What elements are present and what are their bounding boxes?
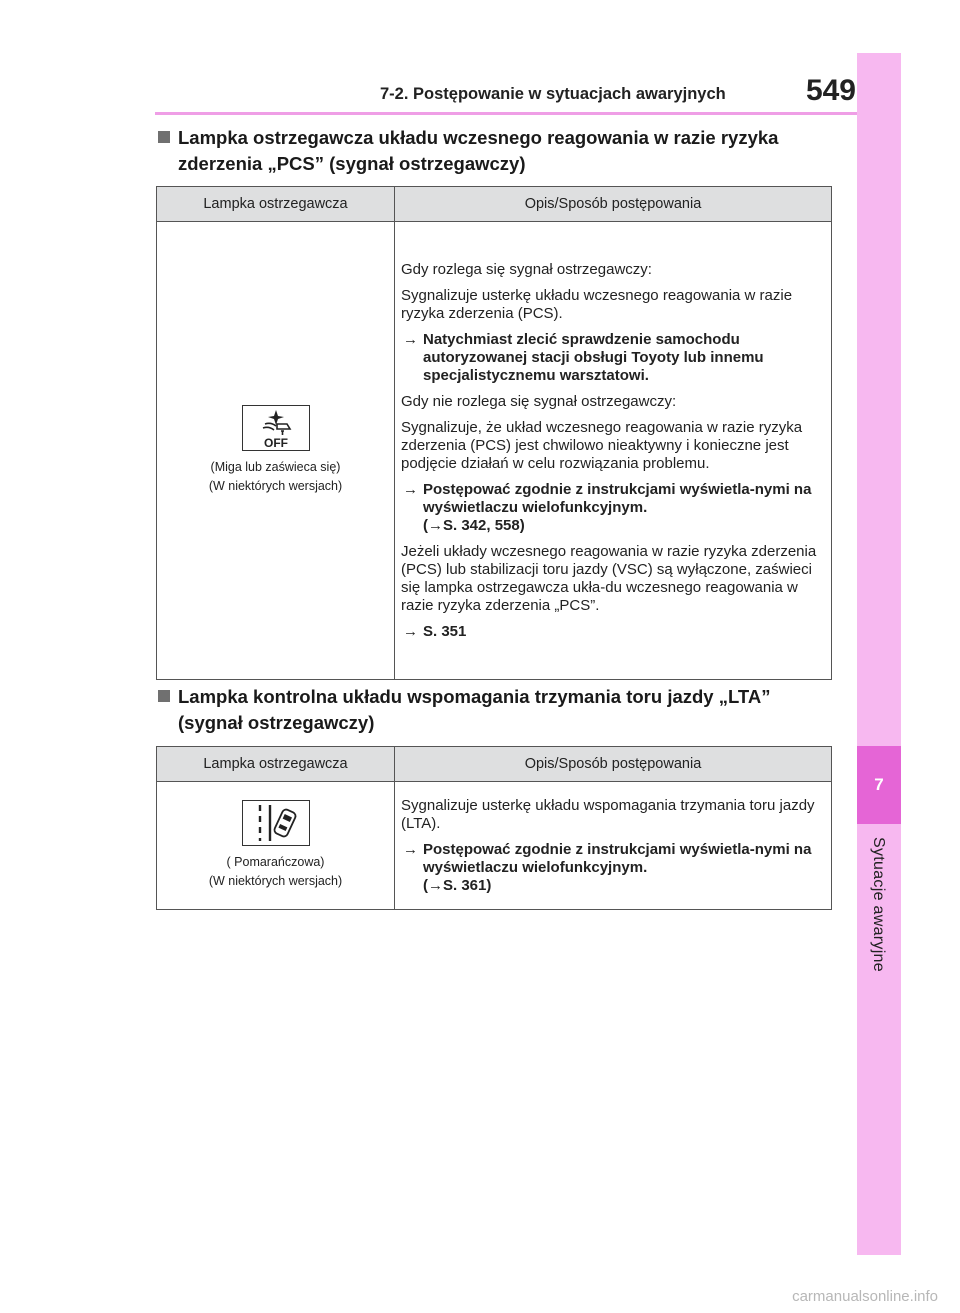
square-bullet-icon [158,131,170,143]
heading-line-1: Lampka ostrzegawcza układu wczesnego reagowania w razie ryzyka [178,127,779,148]
desc-paragraph: Sygnalizuje usterkę układu wczesnego reagowania w razie ryzyka zderzenia (PCS). [401,286,793,322]
action-text: Postępować zgodnie z instrukcjami wyświetla-nymi na wyświetlaczu wielofunkcyjnym. [423,480,812,516]
desc-paragraph: Sygnalizuje usterkę układu wspomagania trzymania toru jazdy (LTA). [401,796,815,832]
pcs-off-icon [242,405,310,451]
page-number: 549 [805,74,856,107]
lamp-cell [157,782,395,910]
lamp-note-1: (Miga lub zaświeca się) [210,460,341,474]
page-reference: (→S. 361) [423,876,492,894]
section-heading-pcs [158,125,838,177]
watermark: carmanualsonline.info [792,1288,938,1305]
heading-line-2: (sygnał ostrzegawczy) [178,712,375,733]
column-header-description: Opis/Sposób postępowania [395,187,832,222]
square-bullet-icon [158,690,170,702]
page-reference: S. 351 [423,622,467,640]
column-header-lamp: Lampka ostrzegawcza [157,187,395,222]
action-text: Postępować zgodnie z instrukcjami wyświetla-nymi na wyświetlaczu wielofunkcyjnym. [423,840,812,876]
description-cell [395,782,832,910]
action-item [401,841,825,895]
action-text: Natychmiast zlecić sprawdzenie samochodu autoryzowanej stacji obsługi Toyoty lub innemu specjalistycznemu warsztatowi. [423,330,764,384]
desc-paragraph: Gdy rozlega się sygnał ostrzegawczy: [401,260,652,278]
pcs-warning-table [156,186,832,680]
heading-line-1: Lampka kontrolna układu wspomagania trzymania toru jazdy „LTA” [178,686,771,707]
section-heading-lta [158,684,838,736]
column-header-lamp: Lampka ostrzegawcza [157,747,395,782]
desc-paragraph: Jeżeli układy wczesnego reagowania w razie ryzyka zderzenia (PCS) lub stabilizacji toru jazdy (VSC) są wyłączone, zaświeci się lampka ostrzegawcza ukła-du wczesnego reagowania w razie ryzyka zderzenia „PCS”. [401,542,817,614]
section-title: 7-2. Postępowanie w sytuacjach awaryjnych [380,85,726,103]
lane-trace-icon [242,800,310,846]
desc-paragraph: Sygnalizuje, że układ wczesnego reagowania w razie ryzyka zderzenia (PCS) jest chwilowo nieaktywny i konieczne jest podjęcie działań w celu rozwiązania problemu. [401,418,803,472]
chapter-number: 7 [857,746,901,824]
desc-paragraph: Gdy nie rozlega się sygnał ostrzegawczy: [401,392,677,410]
chapter-title: Sytuacje awaryjne [870,837,887,972]
action-item [401,623,825,641]
arrow-icon: → [403,480,418,498]
column-header-description: Opis/Sposób postępowania [395,747,832,782]
arrow-icon: → [403,840,418,858]
svg-text:OFF: OFF [263,436,288,450]
action-item [401,331,825,385]
arrow-icon: → [403,622,418,640]
arrow-icon: → [403,330,418,348]
lamp-note-1: ( Pomarańczowa) [226,855,325,869]
action-item [401,481,825,535]
page-reference: (→S. 342, 558) [423,516,525,534]
header-divider [155,112,857,115]
chapter-sidebar [857,53,901,1255]
lamp-note-2: (W niektórych wersjach) [208,874,343,888]
lamp-cell [157,222,395,680]
lamp-note-2: (W niektórych wersjach) [208,479,343,493]
heading-line-2: zderzenia „PCS” (sygnał ostrzegawczy) [178,153,526,174]
description-cell [395,222,832,680]
lta-warning-table [156,746,832,910]
